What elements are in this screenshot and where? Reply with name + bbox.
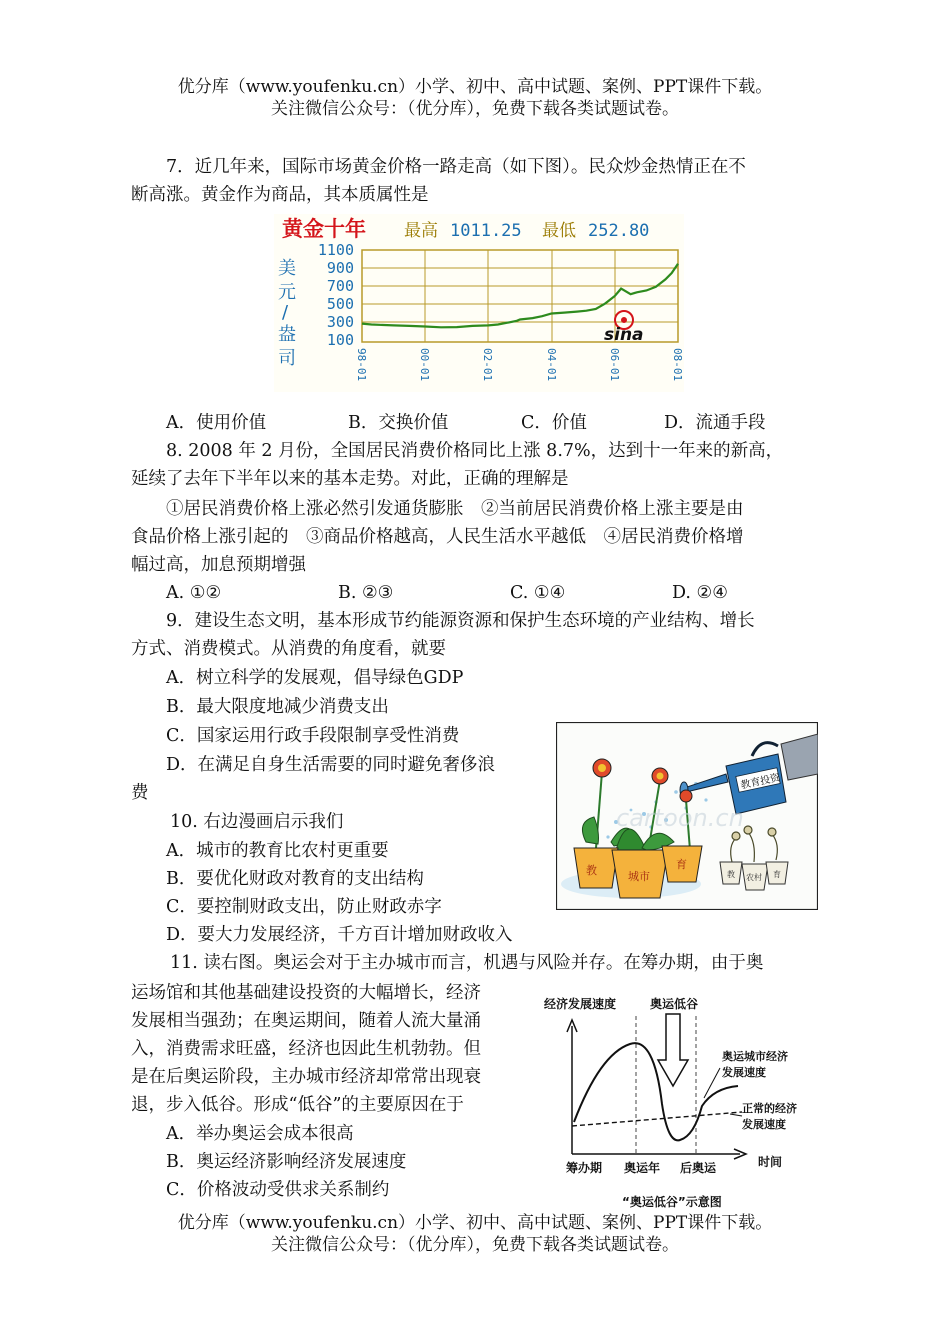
gold-chart-low-label: 最低 [542,221,576,241]
q9-option-c: C．国家运用行政手段限制享受性消费 [166,726,460,746]
gold-x-tick: 08-01 [671,348,684,382]
q9-option-a: A．树立科学的发展观，倡导绿色GDP [166,668,464,688]
q8-stem-line-1: 8. 2008 年 2 月份，全国居民消费价格同比上涨 8.7%，达到十一年来的新高， [166,441,784,461]
olympic-x-tick-1: 筹办期 [566,1161,603,1175]
q8-option-a: A. ①② [166,583,222,603]
gold-x-tick: 02-01 [481,348,494,382]
education-investment-cartoon [556,722,818,910]
header-line-2: 关注微信公众号：（优分库），免费下载各类试题试卷。 [271,99,679,119]
olympic-city-growth-curve [574,1043,738,1140]
olympic-x-tick-3: 后奥运 [680,1161,717,1175]
gold-x-tick: 98-01 [355,348,368,382]
olympic-ylabel: 经济发展速度 [544,997,617,1011]
valley-arrow-icon [658,1014,688,1086]
olympic-series-2-label-a: 正常的经济 [742,1102,797,1115]
gold-x-tick: 06-01 [608,348,621,382]
q11-stem-line-2: 运场馆和其他基础建设投资的大幅增长，经济 [131,983,481,1003]
pot-label: 农村 [746,873,762,882]
q10-stem: 10. 右边漫画启示我们 [170,812,344,832]
q9-option-b: B．最大限度地减少消费支出 [166,697,389,717]
gold-y-unit-3: / [282,302,289,323]
olympic-series-2-label-b: 发展速度 [742,1118,786,1131]
olympic-top-label: 奥运低谷 [650,997,699,1011]
gold-x-tick: 04-01 [545,348,558,382]
olympic-xlabel: 时间 [758,1155,783,1169]
q8-stem-line-5: 幅过高，加息预期增强 [131,555,306,575]
q8-option-c: C. ①④ [510,583,566,603]
q10-option-d: D．要大力发展经济，千方百计增加财政收入 [166,925,513,945]
q10-option-c: C．要控制财政支出，防止财政赤字 [166,897,442,917]
gold-chart-high-label: 最高 [404,221,438,241]
q8-stem-line-4: 食品价格上涨引起的 ③商品价格越高，人民生活水平越低 ④居民消费价格增 [131,527,744,547]
olympic-normal-growth-line [572,1112,742,1126]
q11-stem-line-5: 是在后奥运阶段，主办城市经济却常常出现衰 [131,1067,481,1087]
gold-chart-low-value: 252.80 [588,221,650,241]
gold-x-tick: 00-01 [418,348,431,382]
q10-option-a: A．城市的教育比农村更重要 [166,841,389,861]
gold-price-chart [274,214,684,392]
q8-option-b: B. ②③ [338,583,394,603]
gold-y-unit-2: 元 [278,282,296,303]
q9-option-d-tail: 费 [131,783,149,803]
q7-option-a: A．使用价值 [166,413,267,433]
q8-option-d: D. ②④ [672,583,728,603]
gold-y-unit-4: 盎 [278,324,296,345]
q11-stem-line-1: 11. 读右图。奥运会对于主办城市而言，机遇与风险并存。在筹办期，由于奥 [170,953,764,973]
sina-logo-text: sina [604,325,644,345]
gold-y-tick: 700 [326,277,354,295]
pot-label: 育 [773,870,781,879]
footer-line-2: 关注微信公众号：（优分库），免费下载各类试题试卷。 [271,1235,679,1255]
q11-stem-line-6: 退，步入低谷。形成“低谷”的主要原因在于 [131,1095,464,1115]
gold-y-unit-5: 司 [278,348,296,369]
pot-label: 育 [676,858,687,871]
q7-option-b: B．交换价值 [348,413,449,433]
q8-stem-line-2: 延续了去年下半年以来的基本走势。对此，正确的理解是 [131,469,569,489]
gold-chart-high-value: 1011.25 [450,221,522,241]
can-label: 教育投资 [739,772,782,792]
pot-label: 城市 [628,870,650,883]
gold-y-tick: 300 [326,313,354,331]
q7-stem-line-2: 断高涨。黄金作为商品，其本质属性是 [131,185,429,205]
olympic-valley-chart [530,994,830,1212]
pot-label: 教 [727,870,735,879]
q11-stem-line-3: 发展相当强劲；在奥运期间，随着人流大量涌 [131,1011,481,1031]
gold-y-tick: 900 [326,259,354,277]
gold-y-tick: 500 [326,295,354,313]
olympic-caption: “奥运低谷”示意图 [622,1195,722,1209]
q11-stem-line-4: 入，消费需求旺盛，经济也因此生机勃勃。但 [131,1039,481,1059]
olympic-series-1-label-b: 发展速度 [722,1066,766,1079]
footer-line-1: 优分库（www.youfenku.cn）小学、初中、高中试题、案例、PPT课件下载。 [177,1213,773,1233]
header-line-1: 优分库（www.youfenku.cn）小学、初中、高中试题、案例、PPT课件下载。 [177,77,773,97]
pot-label: 教 [586,864,597,877]
q7-option-d: D．流通手段 [664,413,766,433]
q9-stem-line-2: 方式、消费模式。从消费的角度看，就要 [131,639,446,659]
q8-stem-line-3: ①居民消费价格上涨必然引发通货膨胀 ②当前居民消费价格上涨主要是由 [166,499,744,519]
gold-y-tick: 1100 [317,241,354,259]
olympic-x-tick-2: 奥运年 [624,1161,661,1175]
gold-y-tick: 100 [326,331,354,349]
q11-option-b: B．奥运经济影响经济发展速度 [166,1152,407,1172]
q11-option-a: A．举办奥运会成本很高 [166,1124,354,1144]
cartoon-watermark: cartoon.cn [616,804,744,832]
gold-chart-title: 黄金十年 [282,217,366,241]
q7-option-c: C．价值 [521,413,587,433]
q9-option-d: D．在满足自身生活需要的同时避免奢侈浪 [166,755,496,775]
olympic-series-1-label-a: 奥运城市经济 [722,1050,788,1063]
gold-y-unit-1: 美 [278,258,296,279]
q9-stem-line-1: 9．建设生态文明，基本形成节约能源资源和保护生态环境的产业结构、增长 [166,611,755,631]
q7-stem-line-1: 7．近几年来，国际市场黄金价格一路走高（如下图）。民众炒金热情正在不 [166,157,746,177]
q10-option-b: B．要优化财政对教育的支出结构 [166,869,424,889]
q11-option-c: C．价格波动受供求关系制约 [166,1180,390,1200]
